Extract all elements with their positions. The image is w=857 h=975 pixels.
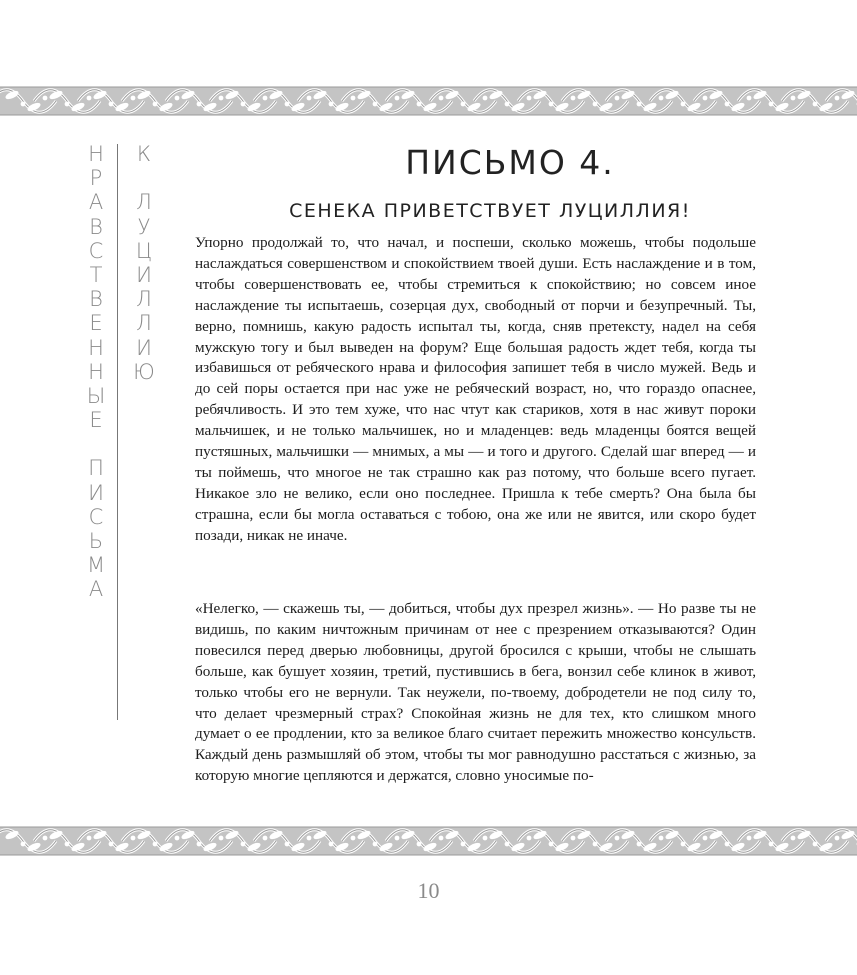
sidebar-letter: Р bbox=[89, 166, 103, 191]
ornament-berry bbox=[593, 842, 598, 847]
sidebar-letter: В bbox=[89, 287, 103, 312]
ornament-berry bbox=[307, 96, 312, 101]
letter-title: ПИСЬМО 4. bbox=[405, 143, 615, 182]
sidebar-letter: Н bbox=[88, 142, 104, 166]
ornament-berry bbox=[175, 96, 180, 101]
sidebar-letter: С bbox=[88, 238, 104, 263]
sidebar-letter: И bbox=[136, 335, 152, 360]
ornament-berry bbox=[307, 836, 312, 841]
sidebar-letter: Н bbox=[88, 335, 104, 360]
ornament-berry bbox=[395, 96, 400, 101]
sidebar-letter: Ь bbox=[88, 529, 104, 553]
ornament-berry bbox=[219, 836, 224, 841]
sidebar-letter: И bbox=[136, 262, 152, 287]
ornament-berry bbox=[373, 102, 378, 107]
ornament-berry bbox=[483, 96, 488, 101]
ornament-berry bbox=[241, 102, 246, 107]
ornament-berry bbox=[571, 96, 576, 101]
sidebar-letter: А bbox=[88, 190, 104, 215]
ornament-berry bbox=[109, 842, 114, 847]
ornament-berry bbox=[65, 842, 70, 847]
sidebar-letter: М bbox=[86, 553, 106, 578]
ornament-berry bbox=[747, 96, 752, 101]
ornament-berry bbox=[373, 842, 378, 847]
letter-greeting: СЕНЕКА ПРИВЕТСТВУЕТ ЛУЦИЛЛИЯ! bbox=[289, 200, 691, 222]
ornament-berry bbox=[131, 96, 136, 101]
ornament-berry bbox=[153, 842, 158, 847]
ornament-berry bbox=[571, 836, 576, 841]
sidebar-letter: Н bbox=[88, 359, 104, 384]
ornament-berry bbox=[21, 842, 26, 847]
ornament-berry bbox=[615, 836, 620, 841]
ornament-berry bbox=[395, 836, 400, 841]
sidebar-letter: П bbox=[88, 456, 104, 481]
ornament-berry bbox=[197, 842, 202, 847]
ornament-berry bbox=[329, 842, 334, 847]
sidebar-letter: Л bbox=[136, 311, 152, 336]
ornament-berry bbox=[791, 96, 796, 101]
ornament-berry bbox=[747, 836, 752, 841]
ornament-berry bbox=[461, 842, 466, 847]
ornament-berry bbox=[21, 102, 26, 107]
sidebar-letter: Ы bbox=[86, 383, 106, 408]
sidebar-letter: Е bbox=[89, 408, 103, 433]
ornament-berry bbox=[241, 842, 246, 847]
top-ornament-band bbox=[0, 84, 857, 118]
ornament-berry bbox=[109, 102, 114, 107]
ornament-berry bbox=[131, 836, 136, 841]
ornament-berry bbox=[263, 836, 268, 841]
ornament-berry bbox=[505, 102, 510, 107]
ornament-berry bbox=[87, 836, 92, 841]
ornament-berry bbox=[197, 102, 202, 107]
sidebar-letter: В bbox=[89, 214, 103, 239]
ornament-berry bbox=[637, 842, 642, 847]
ornament-berry bbox=[703, 96, 708, 101]
ornament-berry bbox=[43, 96, 48, 101]
ornament-berry bbox=[417, 842, 422, 847]
body-paragraph: «Нелегко, — скажешь ты, — добиться, чтобы дух презрел жизнь». — Но разве ты не видишь, по каким ничтожным причинам от нее с презрением отказываются? Один повесился перед дверью любовницы, другой бросился с крыши, чтобы не слышать больше, как бушует хозяин, третий, пустившись в бега, вонзил себе клинок в живот, только чтобы его не вернули. Так неужели, по-твоему, добродетели не под силу то, что делает чрезмерный страх? Спокойная жизнь не для тех, кто слишком много думает о ее продлении, кто за великое благо считает пережить множество консульств. Каждый день размышляй об этом, чтобы ты мог равнодушно расстаться с жизнью, за которую многие цепляются и держатся, словно уносимые по- bbox=[195, 600, 756, 785]
ornament-berry bbox=[769, 102, 774, 107]
ornament-berry bbox=[351, 836, 356, 841]
ornament-berry bbox=[549, 842, 554, 847]
sidebar-letter: Т bbox=[89, 262, 103, 287]
ornament-berry bbox=[505, 842, 510, 847]
ornament-berry bbox=[65, 102, 70, 107]
body-paragraph: Упорно продолжай то, что начал, и поспеши, сколько можешь, чтобы подольше наслаждаться совершенством и спокойствием твоей души. Есть наслаждение и в том, чтобы совершенствовать ее, чтобы стремиться к спокойствию; но совсем иное наслаждение ты испытаешь, созерцая дух, свободный от порчи и безупречный. Ты, верно, помнишь, какую радость испытал ты, когда, сняв претексту, надел на себя мужскую тогу и был выведен на форум? Еще большая радость ждет тебя, когда ты избавишься от ребяческого нрава и философия запишет тебя в число мужей. Ведь и до сей поры остается при нас уже не ребяческий возраст, но, что гораздо опаснее, ребячливость. И это тем хуже, что нас чтут как стариков, хотя в нас живут пороки мальчишек, и не только мальчишек, но и младенцев: ведь младенцы боятся вещей пустяшных, мальчишки — мнимых, а мы — и того и другого. Сделай шаг вперед — и ты поймешь, что многое не так страшно как раз потому, что больше всего пугает. Никакое зло не велико, если оно последнее. Пришла к тебе смерть? Она была бы страшна, если бы могла оставаться с тобою, она же или не явится, или скоро будет позади, никак не иначе. bbox=[195, 234, 756, 544]
ornament-berry bbox=[813, 842, 818, 847]
page-number: 10 bbox=[417, 878, 440, 903]
ornament-berry bbox=[681, 102, 686, 107]
sidebar-letter: Ц bbox=[135, 238, 153, 263]
ornament-berry bbox=[351, 96, 356, 101]
ornament-berry bbox=[417, 102, 422, 107]
sidebar-letter: И bbox=[88, 480, 104, 505]
ornament-berry bbox=[439, 96, 444, 101]
sidebar-letter: Л bbox=[136, 287, 152, 312]
ornament-berry bbox=[659, 96, 664, 101]
sidebar-letter: С bbox=[88, 504, 104, 529]
ornament-berry bbox=[527, 836, 532, 841]
ornament-berry bbox=[329, 102, 334, 107]
ornament-berry bbox=[769, 842, 774, 847]
ornament-berry bbox=[153, 102, 158, 107]
ornament-berry bbox=[593, 102, 598, 107]
ornament-berry bbox=[175, 836, 180, 841]
sidebar-divider bbox=[117, 144, 118, 720]
sidebar-letter: Е bbox=[89, 311, 103, 336]
running-head-book-title bbox=[83, 142, 109, 602]
ornament-berry bbox=[615, 96, 620, 101]
sidebar-letter: Л bbox=[136, 190, 152, 215]
ornament-berry bbox=[43, 836, 48, 841]
ornament-berry bbox=[549, 102, 554, 107]
ornament-berry bbox=[725, 842, 730, 847]
ornament-berry bbox=[483, 836, 488, 841]
sidebar-letter: Ю bbox=[133, 359, 155, 384]
ornament-berry bbox=[835, 836, 840, 841]
ornament-berry bbox=[681, 842, 686, 847]
ornament-berry bbox=[725, 102, 730, 107]
ornament-berry bbox=[813, 102, 818, 107]
sidebar-letter: А bbox=[88, 577, 104, 602]
ornament-berry bbox=[461, 102, 466, 107]
ornament-berry bbox=[87, 96, 92, 101]
bottom-ornament-band bbox=[0, 824, 857, 858]
ornament-berry bbox=[835, 96, 840, 101]
ornament-berry bbox=[439, 836, 444, 841]
running-head-recipient bbox=[131, 142, 157, 384]
sidebar-letter: У bbox=[137, 214, 151, 239]
ornament-berry bbox=[637, 102, 642, 107]
sidebar-letter: К bbox=[136, 142, 152, 166]
ornament-berry bbox=[285, 842, 290, 847]
ornament-berry bbox=[791, 836, 796, 841]
ornament-berry bbox=[219, 96, 224, 101]
ornament-berry bbox=[285, 102, 290, 107]
ornament-berry bbox=[263, 96, 268, 101]
ornament-berry bbox=[659, 836, 664, 841]
ornament-berry bbox=[703, 836, 708, 841]
ornament-berry bbox=[527, 96, 532, 101]
